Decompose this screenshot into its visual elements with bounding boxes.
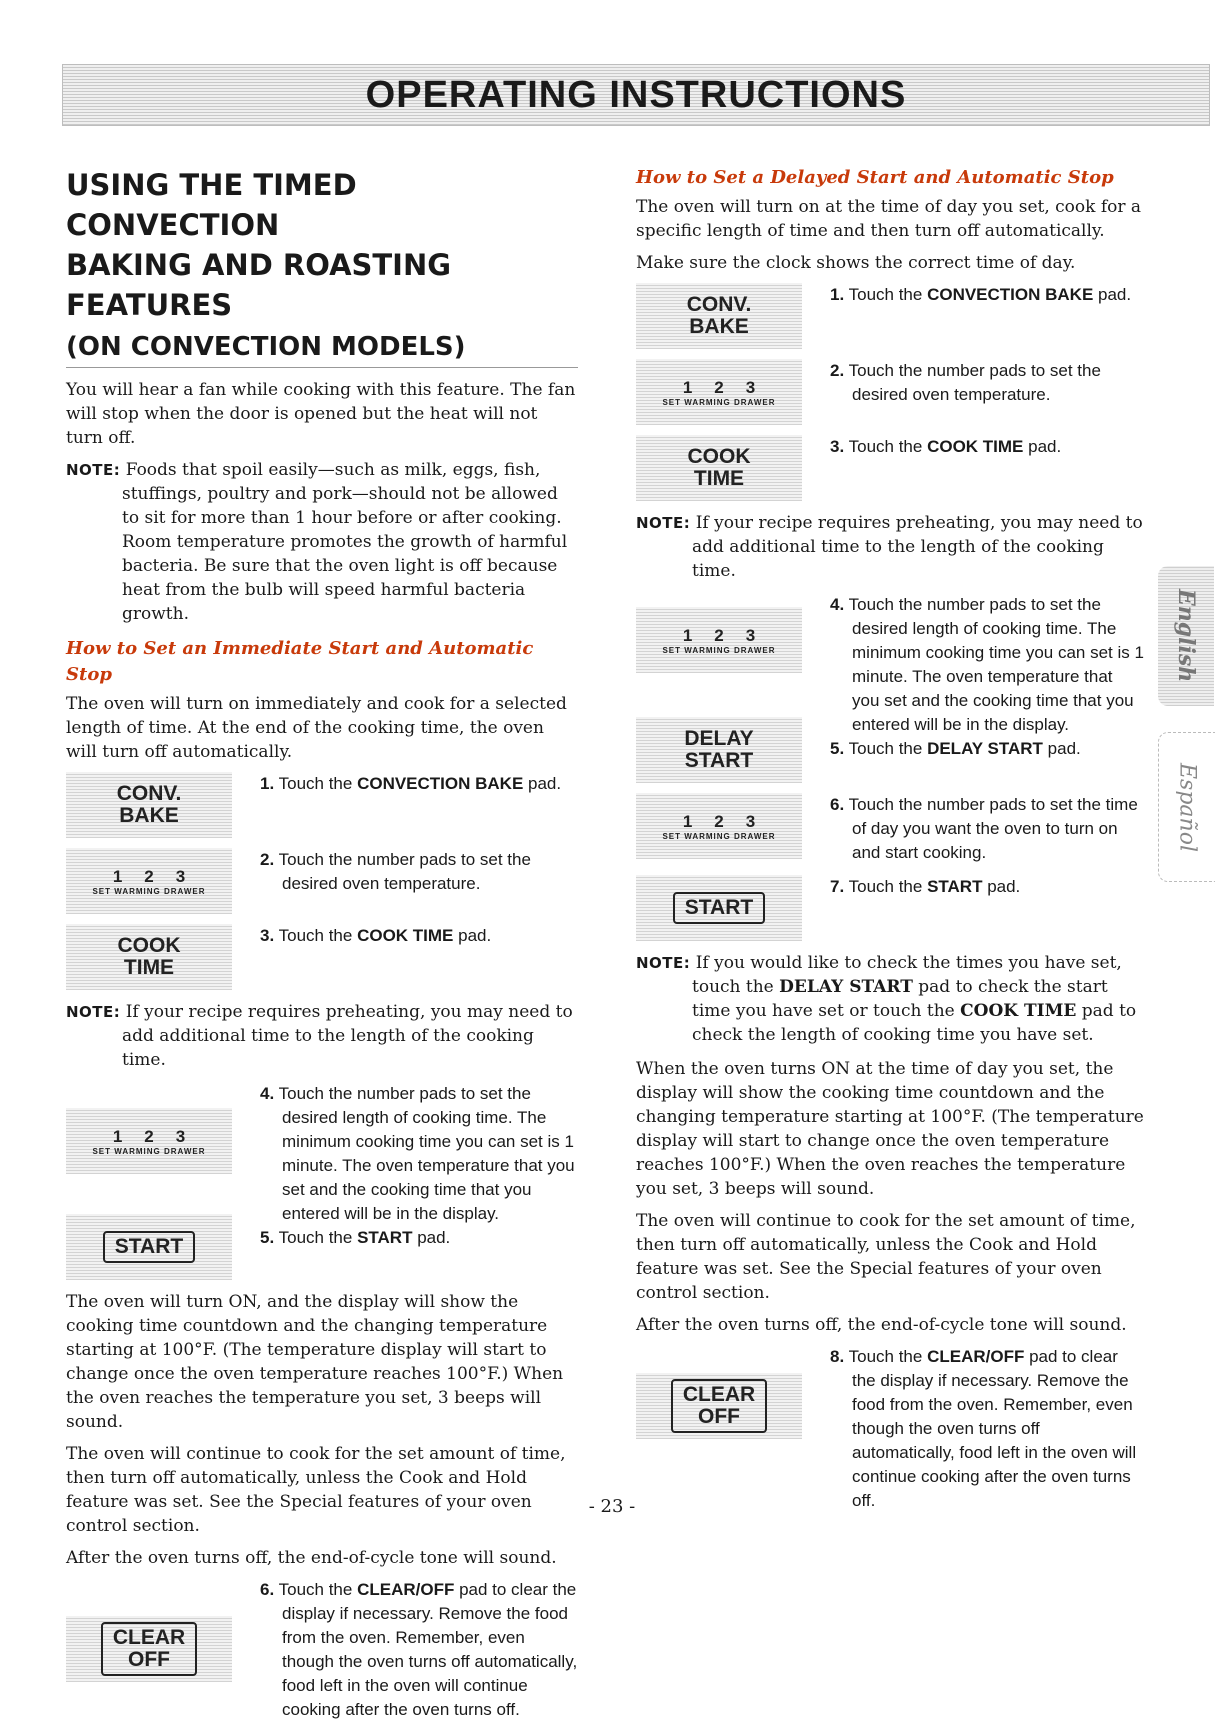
step-number: 3. xyxy=(830,437,845,456)
tab-espanol[interactable] xyxy=(1158,732,1215,882)
number-pads xyxy=(636,793,802,859)
step-text-post: pad to clear the display if necessary. Remove the food from the oven. Remember, even though the oven turns off automatically, food left in the oven will continue cooking after the oven turns off. xyxy=(852,1347,1137,1510)
intro-paragraph: You will hear a fan while cooking with this feature. The fan will stop when the door is opened but the heat will not turn off. xyxy=(66,380,576,448)
pad-sublabel: SET WARMING DRAWER xyxy=(662,397,776,407)
section-title-sub: (ON CONVECTION MODELS) xyxy=(66,329,578,368)
step-text-pre: Touch the xyxy=(278,1228,358,1247)
note-preheating xyxy=(636,511,1144,583)
step-text-bold: START xyxy=(357,1228,413,1247)
subhead-delayed-start: How to Set a Delayed Start and Automatic Stop xyxy=(636,167,1114,188)
clear-off-pad xyxy=(636,1373,802,1439)
step-text xyxy=(830,793,1144,865)
note-food-safety xyxy=(66,458,578,626)
step-text-pre: Touch the xyxy=(278,1580,358,1599)
step-text-bold: CONVECTION BAKE xyxy=(927,285,1094,304)
section-title-line1: USING THE TIMED CONVECTION xyxy=(66,168,357,242)
step-text xyxy=(260,848,578,896)
note-text-pre: If you would like to check the times you have set, touch the xyxy=(692,953,1122,997)
note-text-mid: pad to check the start time you have set or touch the xyxy=(692,977,1108,1021)
number-pads xyxy=(636,607,802,673)
step-number: 7. xyxy=(830,877,845,896)
start-pad xyxy=(636,875,802,941)
paragraph-continue: The oven will continue to cook for the set amount of time, then turn off automatically, unless the Cook and Hold feature was set. See the Special features of your oven control section. xyxy=(66,1444,566,1536)
tab-espanol-label: Español xyxy=(1174,762,1200,852)
step-text-post: pad. xyxy=(1023,437,1062,456)
page-number: - 23 - xyxy=(588,1496,636,1517)
pad-label: CONV. xyxy=(686,293,752,316)
step-6 xyxy=(66,1578,578,1722)
step-6 xyxy=(636,793,1144,865)
sub-intro-paragraph: The oven will turn on immediately and cook for a selected length of time. At the end of the cooking time, the oven will turn off automatically. xyxy=(66,694,567,762)
step-text-pre: Touch the xyxy=(278,774,358,793)
tab-english[interactable] xyxy=(1158,566,1214,706)
cook-time-pad xyxy=(66,924,232,990)
step-number: 4. xyxy=(260,1084,275,1103)
step-text xyxy=(260,924,578,948)
step-text-post: pad. xyxy=(1093,285,1132,304)
paragraph-end-tone: After the oven turns off, the end-of-cycle tone will sound. xyxy=(66,1548,557,1568)
step-8 xyxy=(636,1345,1144,1513)
step-text-bold: CONVECTION BAKE xyxy=(357,774,524,793)
step-text xyxy=(830,435,1144,459)
step-3 xyxy=(66,924,578,990)
step-text-body: Touch the number pads to set the desired oven temperature. xyxy=(278,850,531,893)
step-text-bold: COOK TIME xyxy=(357,926,454,945)
pad-label: START xyxy=(684,749,754,772)
step-number: 4. xyxy=(830,595,845,614)
step-1 xyxy=(636,283,1144,349)
pad-label: OFF xyxy=(698,1405,740,1428)
note-check-times xyxy=(636,951,1144,1047)
step-text-5 xyxy=(260,1226,578,1250)
step-text-post: pad. xyxy=(1042,739,1081,758)
section-title-line2: BAKING AND ROASTING FEATURES xyxy=(66,248,452,322)
step-7 xyxy=(636,875,1144,941)
pad-outline xyxy=(101,1622,197,1676)
note-label: NOTE: xyxy=(66,1003,121,1021)
step-number: 5. xyxy=(260,1228,275,1247)
pad-label: START xyxy=(684,896,754,919)
clear-off-pad xyxy=(66,1616,232,1682)
paragraph-end-tone: After the oven turns off, the end-of-cycle tone will sound. xyxy=(636,1315,1127,1335)
step-text-bold: COOK TIME xyxy=(927,437,1024,456)
tab-english-label: English xyxy=(1173,589,1199,683)
note-text-bold: COOK TIME xyxy=(960,1001,1077,1021)
pad-label: CLEAR xyxy=(682,1383,756,1406)
step-text-body: Touch the number pads to set the desired length of cooking time. The minimum cooking time you can set is 1 minute. The oven temperature that you set and the cooking time that you entered will be in the display. xyxy=(278,1084,575,1223)
note-label: NOTE: xyxy=(636,954,691,972)
note-label: NOTE: xyxy=(66,461,121,479)
step-text-post: pad. xyxy=(453,926,492,945)
step-2 xyxy=(66,848,578,914)
convection-bake-pad xyxy=(636,283,802,349)
note-text: If your recipe requires preheating, you may need to add additional time to the length of the cooking time. xyxy=(122,1002,573,1070)
step-text-post: pad. xyxy=(982,877,1021,896)
step-text-bold: DELAY START xyxy=(927,739,1043,758)
step-text-pre: Touch the xyxy=(848,285,928,304)
step-text xyxy=(260,772,578,796)
number-pads xyxy=(66,848,232,914)
step-text-body: Touch the number pads to set the time of day you want the oven to turn on and start cooking. xyxy=(848,795,1138,862)
pad-sublabel: SET WARMING DRAWER xyxy=(92,886,206,896)
pad-label: TIME xyxy=(693,467,745,490)
pad-sublabel: SET WARMING DRAWER xyxy=(662,831,776,841)
cook-time-pad xyxy=(636,435,802,501)
step-4-5 xyxy=(66,1082,578,1280)
step-text-body: Touch the number pads to set the desired oven temperature. xyxy=(848,361,1101,404)
pad-label: TIME xyxy=(123,956,175,979)
step-text-post: pad. xyxy=(523,774,562,793)
step-text-bold: CLEAR/OFF xyxy=(357,1580,455,1599)
number-pads xyxy=(636,359,802,425)
step-text-5 xyxy=(830,737,1144,761)
step-text-bold: START xyxy=(927,877,983,896)
subhead-immediate-start: How to Set an Immediate Start and Automatic Stop xyxy=(66,638,534,685)
delay-start-pad xyxy=(636,717,802,783)
step-text xyxy=(830,283,1144,307)
step-number: 6. xyxy=(830,795,845,814)
pad-digits: 123 xyxy=(682,625,778,645)
step-number: 6. xyxy=(260,1580,275,1599)
note-text-bold: DELAY START xyxy=(779,977,913,997)
note-text: If your recipe requires preheating, you may need to add additional time to the length of the cooking time. xyxy=(692,513,1143,581)
step-text xyxy=(260,1578,578,1722)
pad-sublabel: SET WARMING DRAWER xyxy=(662,645,776,655)
step-text-pre: Touch the xyxy=(848,877,928,896)
pad-digits: 123 xyxy=(682,377,778,397)
pad-label: DELAY xyxy=(684,727,754,750)
pad-sublabel: SET WARMING DRAWER xyxy=(92,1146,206,1156)
intro-paragraph: The oven will turn on at the time of day you set, cook for a specific length of time and then turn off automatically. xyxy=(636,197,1142,241)
step-number: 5. xyxy=(830,739,845,758)
step-number: 2. xyxy=(260,850,275,869)
note-preheating xyxy=(66,1000,578,1072)
step-text-post: pad to clear the display if necessary. Remove the food from the oven. Remember, even though the oven turns off automatically, food left in the oven will continue cooking after the oven turns off. xyxy=(282,1580,578,1719)
step-4-5 xyxy=(636,593,1144,783)
pad-digits: 123 xyxy=(682,811,778,831)
step-number: 3. xyxy=(260,926,275,945)
pad-outline xyxy=(103,1231,195,1263)
step-text xyxy=(830,359,1144,407)
paragraph-oven-on: The oven will turn ON, and the display will show the cooking time countdown and the changing temperature starting at 100°F. (The temperature display will start to change once the oven temperature reaches 100°F.) When the oven reaches the temperature you set, 3 beeps will sound. xyxy=(66,1292,564,1432)
step-text xyxy=(830,875,1144,899)
step-text-4 xyxy=(260,1082,578,1226)
right-column xyxy=(636,165,1144,1523)
pad-digits: 123 xyxy=(112,866,208,886)
pad-outline xyxy=(673,892,765,924)
step-number: 8. xyxy=(830,1347,845,1366)
start-pad xyxy=(66,1214,232,1280)
note-label: NOTE: xyxy=(636,514,691,532)
step-2 xyxy=(636,359,1144,425)
note-text-post: pad to check the length of cooking time you have set. xyxy=(692,1001,1137,1045)
pad-label: START xyxy=(114,1235,184,1258)
step-1 xyxy=(66,772,578,838)
step-text xyxy=(830,1345,1144,1513)
step-number: 1. xyxy=(830,285,845,304)
pad-digits: 123 xyxy=(112,1126,208,1146)
intro-clock-paragraph: Make sure the clock shows the correct time of day. xyxy=(636,253,1076,273)
pad-label: CONV. xyxy=(116,782,182,805)
step-number: 1. xyxy=(260,774,275,793)
paragraph-oven-on: When the oven turns ON at the time of day you set, the display will show the cooking time countdown and the changing temperature starting at 100°F. (The temperature display will start to change once the oven temperature reaches 100°F.) When the oven reaches the temperature you set, 3 beeps will sound. xyxy=(636,1059,1144,1199)
number-pads xyxy=(66,1108,232,1174)
convection-bake-pad xyxy=(66,772,232,838)
step-text-4 xyxy=(830,593,1144,737)
page-banner xyxy=(62,64,1210,126)
pad-label: BAKE xyxy=(119,804,179,827)
step-text-pre: Touch the xyxy=(278,926,358,945)
pad-label: BAKE xyxy=(689,315,749,338)
step-text-pre: Touch the xyxy=(848,739,928,758)
pad-label: COOK xyxy=(687,445,751,468)
pad-label: CLEAR xyxy=(112,1626,186,1649)
step-text-pre: Touch the xyxy=(848,437,928,456)
step-text-pre: Touch the xyxy=(848,1347,928,1366)
pad-label: OFF xyxy=(128,1648,170,1671)
step-text-bold: CLEAR/OFF xyxy=(927,1347,1025,1366)
step-3 xyxy=(636,435,1144,501)
step-text-post: pad. xyxy=(412,1228,451,1247)
pad-label: COOK xyxy=(117,934,181,957)
paragraph-continue: The oven will continue to cook for the set amount of time, then turn off automatically, unless the Cook and Hold feature was set. See the Special features of your oven control section. xyxy=(636,1211,1136,1303)
note-text: Foods that spoil easily—such as milk, eggs, fish, stuffings, poultry and pork—should not be allowed to sit for more than 1 hour before or after cooking. Room temperature promotes the growth of harmful bacteria. Be sure that the oven light is off because heat from the bulb will speed harmful bacteria growth. xyxy=(122,460,568,624)
page-banner-title: OPERATING INSTRUCTIONS xyxy=(365,73,907,116)
pad-outline xyxy=(671,1379,767,1433)
step-number: 2. xyxy=(830,361,845,380)
left-column xyxy=(66,165,578,1732)
step-text-body: Touch the number pads to set the desired length of cooking time. The minimum cooking time you can set is 1 minute. The oven temperature that you set and the cooking time that you entered will be in the display. xyxy=(848,595,1144,734)
